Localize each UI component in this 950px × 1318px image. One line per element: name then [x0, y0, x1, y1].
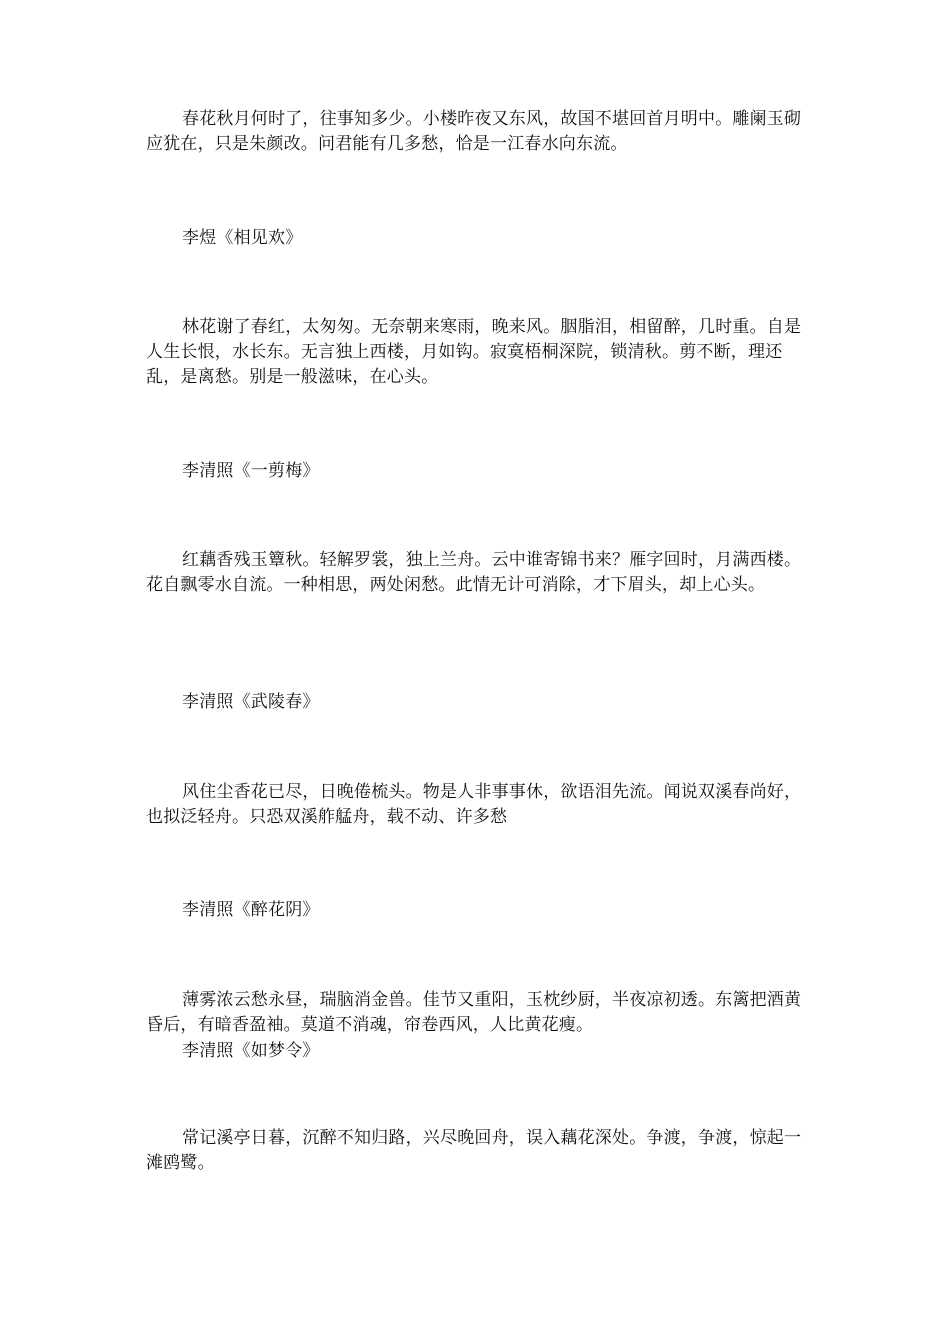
- poem-text: 春花秋月何时了，往事知多少。小楼昨夜又东风，故国不堪回首月明中。雕阑玉砌应犹在，只是朱颜改。问君能有几多愁，恰是一江春水向东流。: [146, 109, 802, 154]
- poem-attribution: 李煜《相见欢》: [182, 228, 303, 248]
- poem-text: 红藕香残玉簟秋。轻解罗裳，独上兰舟。云中谁寄锦书来？雁字回时，月满西楼。花自飘零水自流。一种相思，两处闲愁。此情无计可消除，才下眉头，却上心头。: [146, 550, 802, 595]
- poem-text: 薄雾浓云愁永昼，瑞脑消金兽。佳节又重阳，玉枕纱厨，半夜凉初透。东篱把酒黄昏后，有暗香盈袖。莫道不消魂，帘卷西风，人比黄花瘦。: [146, 990, 802, 1035]
- poem-attribution: 李清照《如梦令》: [182, 1041, 320, 1061]
- poem-text: 常记溪亭日暮，沉醉不知归路，兴尽晚回舟，误入藕花深处。争渡，争渡，惊起一滩鸥鹭。: [146, 1128, 802, 1173]
- poem-attribution: 李清照《武陵春》: [182, 692, 320, 712]
- poem-attribution: 李清照《醉花阴》: [182, 900, 320, 920]
- poem-text: 林花谢了春红，太匆匆。无奈朝来寒雨，晚来风。胭脂泪，相留醉，几时重。自是人生长恨，水长东。无言独上西楼，月如钩。寂寞梧桐深院，锁清秋。剪不断，理还乱，是离愁。别是一般滋味，在心头。: [146, 317, 802, 387]
- poem-text: 风住尘香花已尽，日晚倦梳头。物是人非事事休，欲语泪先流。闻说双溪春尚好，也拟泛轻舟。只恐双溪舴艋舟，载不动、许多愁: [146, 782, 802, 827]
- poem-attribution: 李清照《一剪梅》: [182, 461, 320, 481]
